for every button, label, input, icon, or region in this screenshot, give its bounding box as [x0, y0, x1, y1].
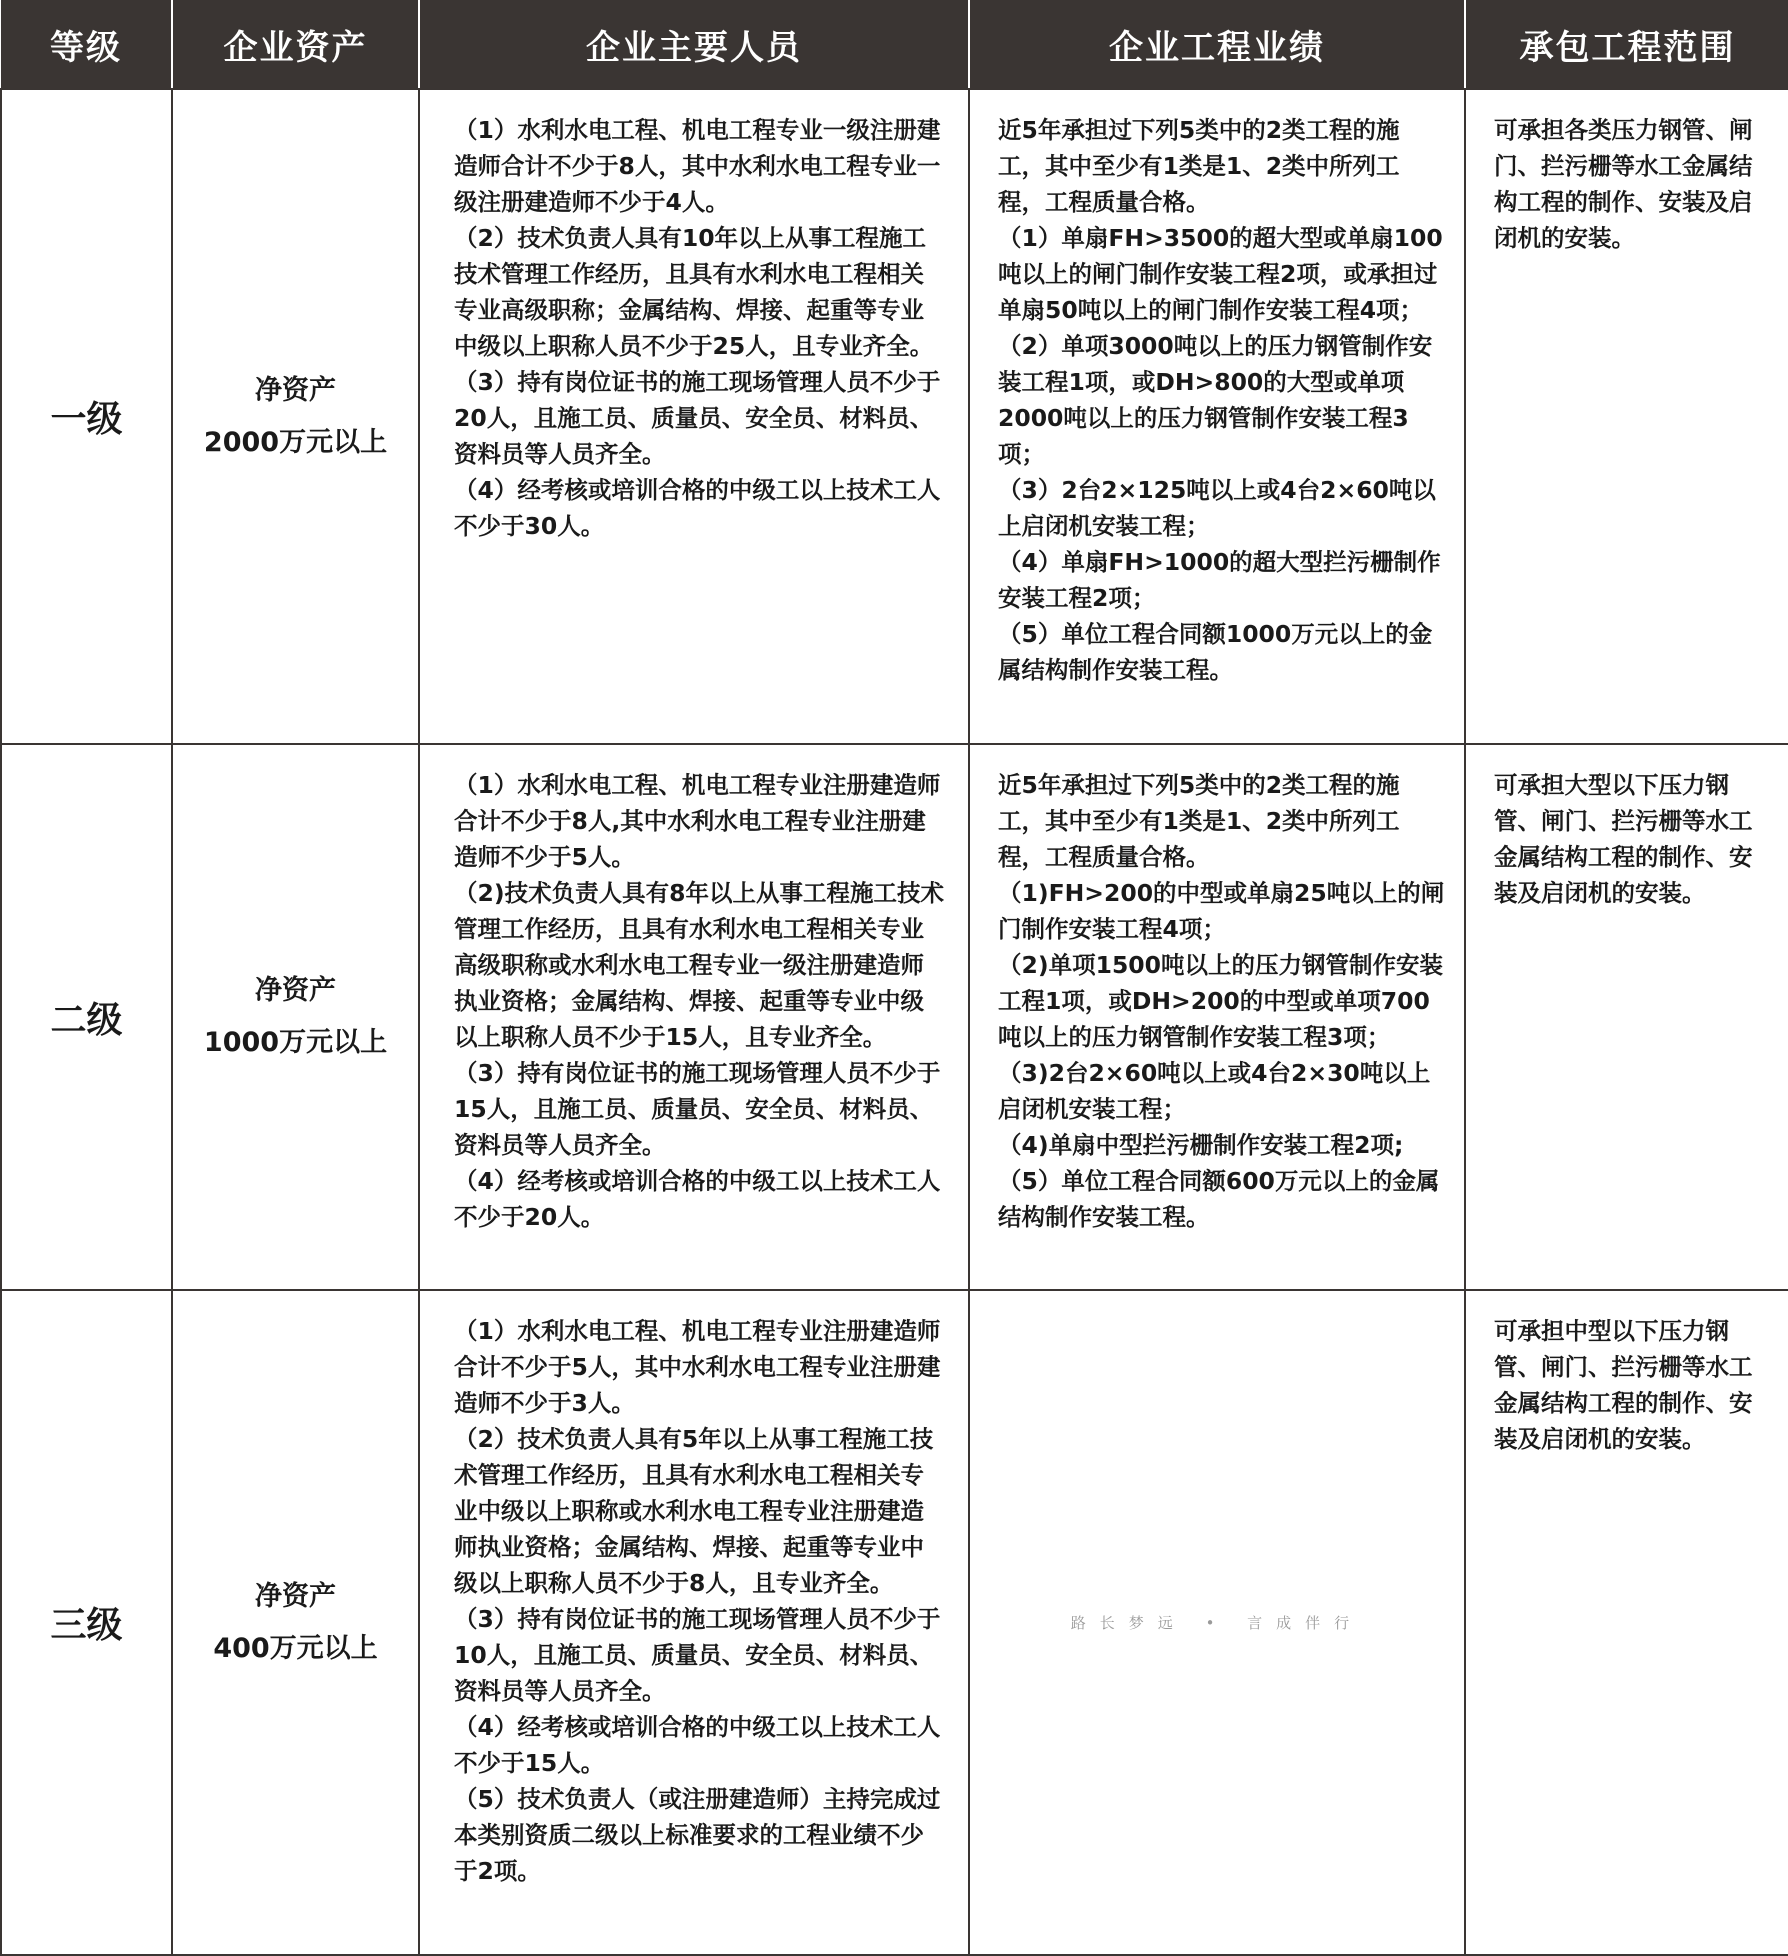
assets-cell	[172, 89, 419, 744]
assets-value: 1000万元以上	[203, 1027, 388, 1058]
performance-item: （2）单项3000吨以上的压力钢管制作安装工程1项，或DH>800的大型或单项2000吨以上的压力钢管制作安装工程3项；	[998, 332, 1433, 468]
performance-cell	[969, 744, 1465, 1290]
performance-item: 近5年承担过下列5类中的2类工程的施工，其中至少有1类是1、2类中所列工程，工程质量合格。	[998, 116, 1400, 216]
performance-cell-empty	[969, 1290, 1465, 1955]
scope-cell: 可承担各类压力钢管、闸门、拦污栅等水工金属结构工程的制作、安装及启闭机的安装。	[1465, 89, 1788, 744]
staff-item: （3）持有岗位证书的施工现场管理人员不少于15人，且施工员、质量员、安全员、材料员、资料员等人员齐全。	[454, 1059, 941, 1159]
staff-item: （4）经考核或培训合格的中级工以上技术工人不少于15人。	[454, 1713, 941, 1777]
header-staff: 企业主要人员	[419, 0, 969, 89]
performance-item: 近5年承担过下列5类中的2类工程的施工，其中至少有1类是1、2类中所列工程，工程质量合格。	[998, 771, 1400, 871]
header-performance: 企业工程业绩	[969, 0, 1465, 89]
header-scope: 承包工程范围	[1465, 0, 1788, 89]
performance-item: （1)FH>200的中型或单扇25吨以上的闸门制作安装工程4项；	[998, 879, 1445, 943]
performance-item: （5）单位工程合同额1000万元以上的金属结构制作安装工程。	[998, 620, 1433, 684]
performance-item: （1）单扇FH>3500的超大型或单扇100吨以上的闸门制作安装工程2项，或承担过单扇50吨以上的闸门制作安装工程4项；	[998, 224, 1443, 324]
header-assets: 企业资产	[172, 0, 419, 89]
performance-item: （3）2台2×125吨以上或4台2×60吨以上启闭机安装工程；	[998, 476, 1436, 540]
staff-item: （2)技术负责人具有8年以上从事工程施工技术管理工作经历，且具有水利水电工程相关专业高级职称或水利水电工程专业一级注册建造师执业资格；金属结构、焊接、起重等专业中级以上职称人员不少于15人，且专业齐全。	[454, 879, 944, 1051]
watermark-text: 路长梦远 • 言成伴行	[1070, 1614, 1364, 1632]
performance-item: （5）单位工程合同额600万元以上的金属结构制作安装工程。	[998, 1167, 1440, 1231]
staff-item: （1）水利水电工程、机电工程专业一级注册建造师合计不少于8人，其中水利水电工程专业一级注册建造师不少于4人。	[454, 116, 941, 216]
header-row	[1, 0, 1788, 89]
staff-item: （3）持有岗位证书的施工现场管理人员不少于20人，且施工员、质量员、安全员、材料员、资料员等人员齐全。	[454, 368, 941, 468]
assets-cell	[172, 744, 419, 1290]
assets-value: 400万元以上	[213, 1632, 378, 1664]
header-level: 等级	[1, 0, 172, 89]
staff-item: （2）技术负责人具有5年以上从事工程施工技术管理工作经历，且具有水利水电工程相关专业中级以上职称或水利水电工程专业注册建造师执业资格；金属结构、焊接、起重等专业中级以上职称人员不少于8人，且专业齐全。	[454, 1425, 934, 1597]
scope-cell: 可承担中型以下压力钢管、闸门、拦污栅等水工金属结构工程的制作、安装及启闭机的安装。	[1465, 1290, 1788, 1955]
staff-cell	[419, 744, 969, 1290]
staff-cell	[419, 1290, 969, 1955]
table-row	[1, 744, 1788, 1290]
level-cell: 一级	[1, 89, 172, 744]
level-cell: 二级	[1, 744, 172, 1290]
staff-item: （4）经考核或培训合格的中级工以上技术工人不少于20人。	[454, 1167, 941, 1231]
staff-item: （1）水利水电工程、机电工程专业注册建造师合计不少于8人,其中水利水电工程专业注册建造师不少于5人。	[454, 771, 941, 871]
assets-label: 净资产	[255, 975, 336, 1006]
performance-cell	[969, 89, 1465, 744]
assets-value: 2000万元以上	[203, 426, 388, 458]
assets-label: 净资产	[255, 374, 336, 406]
table-row	[1, 89, 1788, 744]
staff-item: （2）技术负责人具有10年以上从事工程施工技术管理工作经历，且具有水利水电工程相关专业高级职称；金属结构、焊接、起重等专业中级以上职称人员不少于25人，且专业齐全。	[454, 224, 934, 360]
scope-cell: 可承担大型以下压力钢管、闸门、拦污栅等水工金属结构工程的制作、安装及启闭机的安装。	[1465, 744, 1788, 1290]
assets-label: 净资产	[255, 1580, 336, 1612]
performance-item: （4)单扇中型拦污栅制作安装工程2项;	[998, 1131, 1404, 1159]
staff-cell	[419, 89, 969, 744]
staff-item: （3）持有岗位证书的施工现场管理人员不少于10人，且施工员、质量员、安全员、材料员、资料员等人员齐全。	[454, 1605, 941, 1705]
performance-item: （2)单项1500吨以上的压力钢管制作安装工程1项，或DH>200的中型或单项700吨以上的压力钢管制作安装工程3项；	[998, 951, 1443, 1051]
table-row	[1, 1290, 1788, 1955]
staff-item: （1）水利水电工程、机电工程专业注册建造师合计不少于5人，其中水利水电工程专业注册建造师不少于3人。	[454, 1317, 941, 1417]
level-cell: 三级	[1, 1290, 172, 1955]
performance-item: （4）单扇FH>1000的超大型拦污栅制作安装工程2项；	[998, 548, 1441, 612]
assets-cell	[172, 1290, 419, 1955]
staff-item: （4）经考核或培训合格的中级工以上技术工人不少于30人。	[454, 476, 941, 540]
performance-item: （3)2台2×60吨以上或4台2×30吨以上启闭机安装工程；	[998, 1059, 1431, 1123]
staff-item: （5）技术负责人（或注册建造师）主持完成过本类别资质二级以上标准要求的工程业绩不少于2项。	[454, 1785, 941, 1885]
